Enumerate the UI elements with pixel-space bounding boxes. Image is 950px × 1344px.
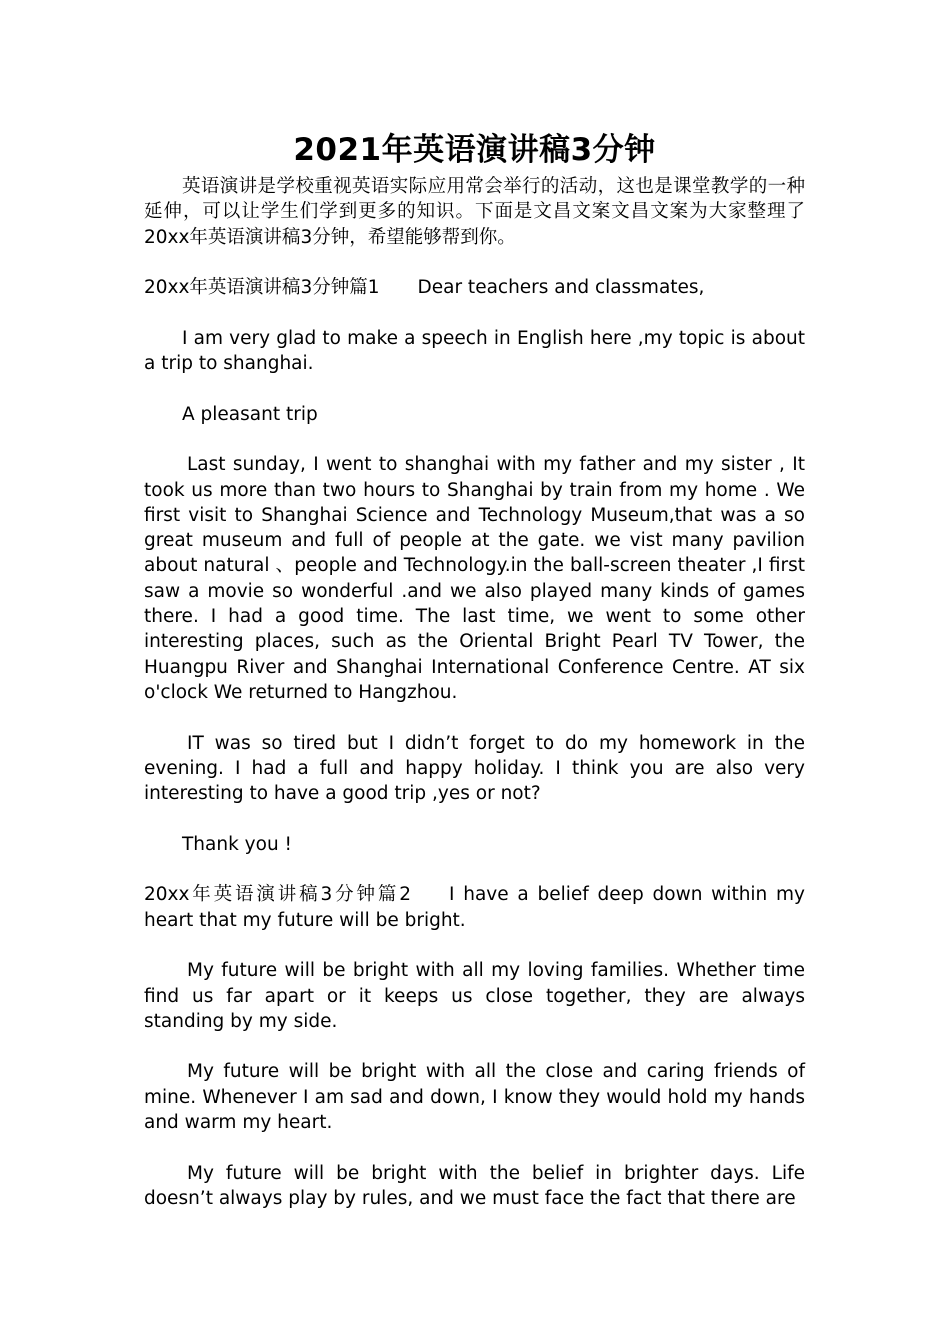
section1-heading: 20xx年英语演讲稿3分钟篇1 (144, 277, 380, 299)
section2-paragraph-1: My future will be bright with all my loving families. Whether time find us far apart or it keeps us close together, they are always standing by my side. (144, 960, 805, 1032)
section1-paragraph-1: I am very glad to make a speech in English here ,my topic is about a trip to shanghai. (144, 327, 805, 375)
section1-paragraph-3: Last sunday, I went to shanghai with my father and my sister , It took us more than two hours to Shanghai by train from my home . We first visit to Shanghai Science and Technology Museum,that was a so great museum and full of people at the gate. we vist many pavilion about natural 、people and Technology.in the ball-screen theater ,I first saw a movie so wonderful .and we also played many kinds of games there. I had a good time. The last time, we went to some other interesting places, such as the Oriental Bright Pearl TV Tower, the Huangpu River and Shanghai International Conference Centre. AT six o'clock We returned to Hangzhou. (144, 454, 805, 703)
document-page (144, 128, 805, 1236)
document-title: 2021年英语演讲稿3分钟 (293, 132, 656, 168)
section2-lead: I have a belief deep down within my heart that my future will be bright. (144, 884, 806, 931)
section2-paragraph-2: My future will be bright with all the close and caring friends of mine. Whenever I am sad and down, I know they would hold my hands and warm my heart. (144, 1061, 805, 1133)
section1-heading-line (144, 275, 805, 300)
section1-paragraph-4: IT was so tired but I didn’t forget to do my homework in the evening. I had a full and happy holiday. I think you are also very interesting to have a good trip ,yes or not? (144, 732, 805, 805)
section2-heading-line (144, 882, 805, 933)
intro-paragraph: 英语演讲是学校重视英语实际应用常会举行的活动，这也是课堂教学的一种延伸，可以让学生们学到更多的知识。下面是文昌文案文昌文案为大家整理了20xx年英语演讲稿3分钟，希望能够帮到你。 (144, 176, 805, 248)
section1-paragraph-2: A pleasant trip (182, 403, 318, 425)
section2-paragraph-3: My future will be bright with the belief in brighter days. Life doesn’t always play by rules, and we must face the fact that there are (144, 1162, 805, 1209)
section1-greeting: Dear teachers and classmates, (417, 277, 705, 299)
section1-paragraph-5: Thank you ! (182, 833, 292, 855)
section2-heading: 20xx年英语演讲稿3分钟篇2 (144, 884, 412, 906)
